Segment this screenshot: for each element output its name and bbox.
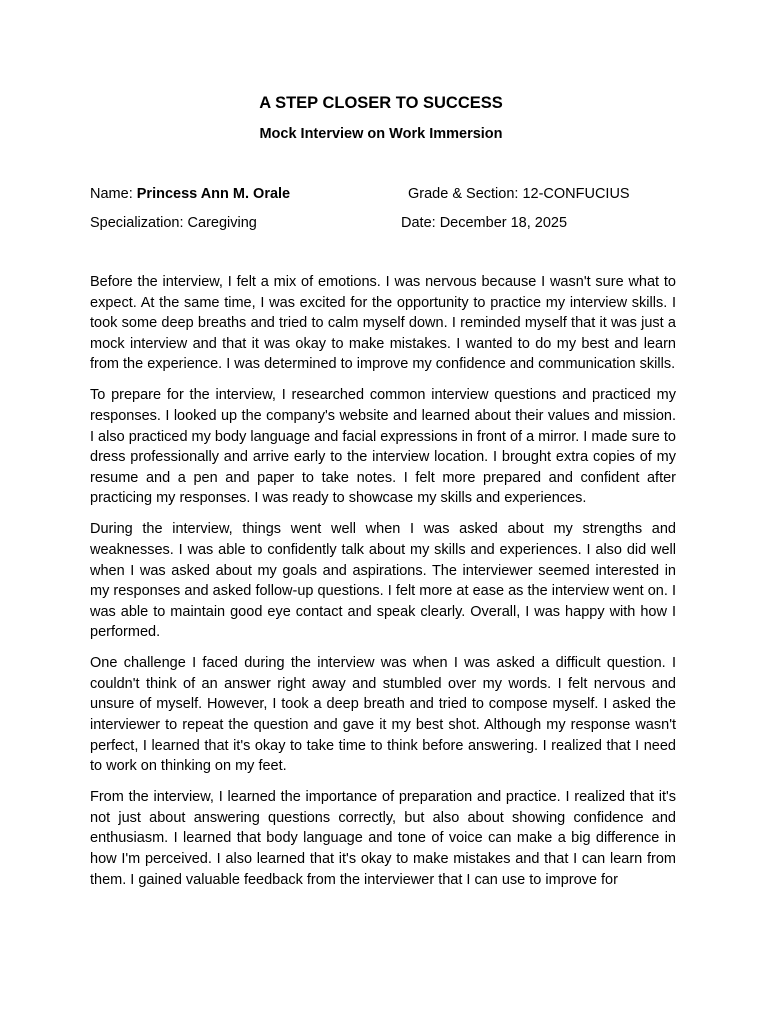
grade-section-field [408,185,630,203]
date-label: Date: [401,215,436,231]
grade-value: 12-CONFUCIUS [522,186,630,202]
name-label: Name [90,186,129,202]
name-value: Princess Ann M. Orale [136,186,291,202]
specialization-field [90,214,257,232]
paragraph-challenge: One challenge I faced during the interview was when I was asked a difficult question. I couldn't think of an answer right away and stumbled over my words. I felt nervous and unsure of myself. However, I took a deep breath and tried to compose myself. I asked the interviewer to repeat the question and gave it my best shot. Although my response wasn't perfect, I learned that it's okay to take time to think before answering. I realized that I need to work on thinking on my feet. [90,655,676,775]
name-field: Name: Princess Ann M. Orale [90,186,291,202]
grade-label: Grade & Section: [408,186,519,202]
document-subtitle: Mock Interview on Work Immersion [259,126,503,142]
date-field [401,214,567,232]
paragraph-preparation: To prepare for the interview, I researched common interview questions and practiced my responses. I looked up the company's website and learned about their values and mission. I also practiced my body language and facial expressions in front of a mirror. I made sure to dress professionally and arrive early to the interview location. I brought extra copies of my resume and a pen and paper to take notes. I felt more prepared and confident after practicing my responses. I was ready to showcase my skills and experiences. [90,387,676,507]
essay-body [90,272,676,901]
paragraph-strengths: During the interview, things went well when I was asked about my strengths and weaknesses. I was able to confidently talk about my skills and experiences. I also did well when I was asked about my goals and aspirations. The interviewer seemed interested in my responses and asked follow-up questions. I felt more at ease as the interview went on. I was able to maintain good eye contact and speak clearly. Overall, I was happy with how I performed. [90,521,676,641]
specialization-value: Caregiving [187,215,257,231]
document-title: A STEP CLOSER TO SUCCESS [259,94,503,112]
paragraph-lessons: From the interview, I learned the importance of preparation and practice. I realized that it's not just about answering questions correctly, but also about showing confidence and enthusiasm. I learned that body language and tone of voice can make a big difference in how I'm perceived. I also learned that it's okay to make mistakes and that I can learn from them. I gained valuable feedback from the interviewer that I can use to improve for [90,789,676,888]
paragraph-feelings: Before the interview, I felt a mix of emotions. I was nervous because I wasn't sure what to expect. At the same time, I was excited for the opportunity to practice my interview skills. I took some deep breaths and tried to calm myself down. I reminded myself that it was just a mock interview and that it was okay to make mistakes. I wanted to do my best and learn from the experience. I was determined to improve my confidence and communication skills. [90,274,676,373]
date-value: December 18, 2025 [439,215,568,231]
specialization-label: Specialization: [90,215,184,231]
